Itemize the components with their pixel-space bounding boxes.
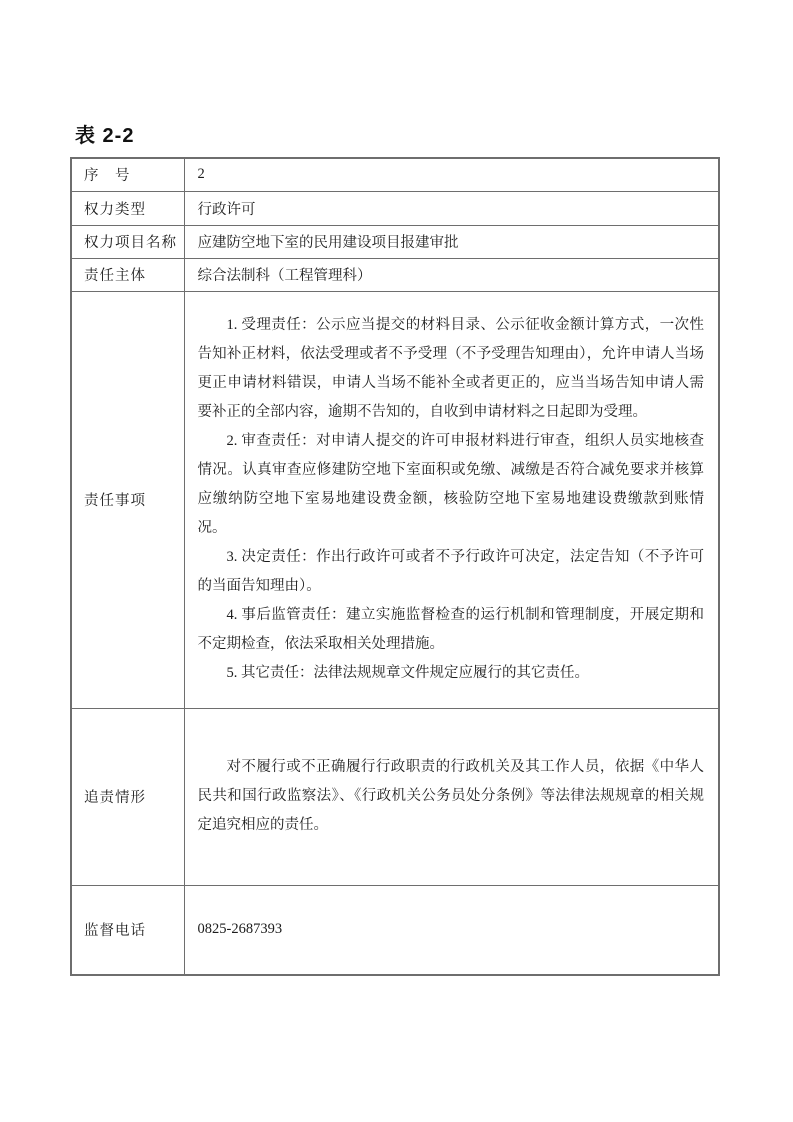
row-label: 追责情形 xyxy=(71,708,184,885)
row-value: 0825-2687393 xyxy=(184,885,719,975)
table-row-responsibility-items xyxy=(71,291,719,708)
table-row-responsible-entity xyxy=(71,258,719,291)
responsibility-paragraph-5: 5. 其它责任：法律法规规章文件规定应履行的其它责任。 xyxy=(226,665,589,681)
page-title: 表 2-2 xyxy=(75,125,135,147)
row-label: 监督电话 xyxy=(71,885,184,975)
responsibility-paragraph-4: 4. 事后监管责任：建立实施监督检查的运行机制和管理制度，开展定期和不定期检查，依法采取相关处理措施。 xyxy=(197,607,704,652)
table-row-accountability xyxy=(71,708,719,885)
accountability-paragraph: 对不履行或不正确履行行政职责的行政机关及其工作人员，依据《中华人民共和国行政监察法》、《行政机关公务员处分条例》等法律法规规章的相关规定追究相应的责任。 xyxy=(197,759,704,833)
row-label: 责任事项 xyxy=(71,291,184,708)
row-value: 2 xyxy=(184,158,719,191)
responsibility-paragraph-1: 1. 受理责任：公示应当提交的材料目录、公示征收金额计算方式，一次性告知补正材料，依法受理或者不予受理（不予受理告知理由），允许申请人当场更正申请材料错误，申请人当场不能补全或者更正的，应当当场告知申请人需要补正的全部内容，逾期不告知的，自收到申请材料之日起即为受理。 xyxy=(197,317,704,420)
row-value xyxy=(184,708,719,885)
row-value xyxy=(184,291,719,708)
table-row-project-name xyxy=(71,225,719,258)
row-label: 权力项目名称 xyxy=(71,225,184,258)
row-label: 责任主体 xyxy=(71,258,184,291)
row-value: 应建防空地下室的民用建设项目报建审批 xyxy=(184,225,719,258)
table-row-power-type xyxy=(71,191,719,225)
table-row-serial-number xyxy=(71,158,719,191)
responsibility-table xyxy=(70,157,720,976)
row-value: 行政许可 xyxy=(184,191,719,225)
row-label: 权力类型 xyxy=(71,191,184,225)
row-value: 综合法制科（工程管理科） xyxy=(184,258,719,291)
table-row-supervision-phone xyxy=(71,885,719,975)
responsibility-paragraph-2: 2. 审查责任：对申请人提交的许可申报材料进行审查，组织人员实地核查情况。认真审查应修建防空地下室面积或免缴、减缴是否符合减免要求并核算应缴纳防空地下室易地建设费金额，核验防空地下室易地建设费缴款到账情况。 xyxy=(197,433,704,536)
row-label: 序 号 xyxy=(71,158,184,191)
responsibility-paragraph-3: 3. 决定责任：作出行政许可或者不予行政许可决定，法定告知（不予许可的当面告知理由）。 xyxy=(197,549,704,594)
